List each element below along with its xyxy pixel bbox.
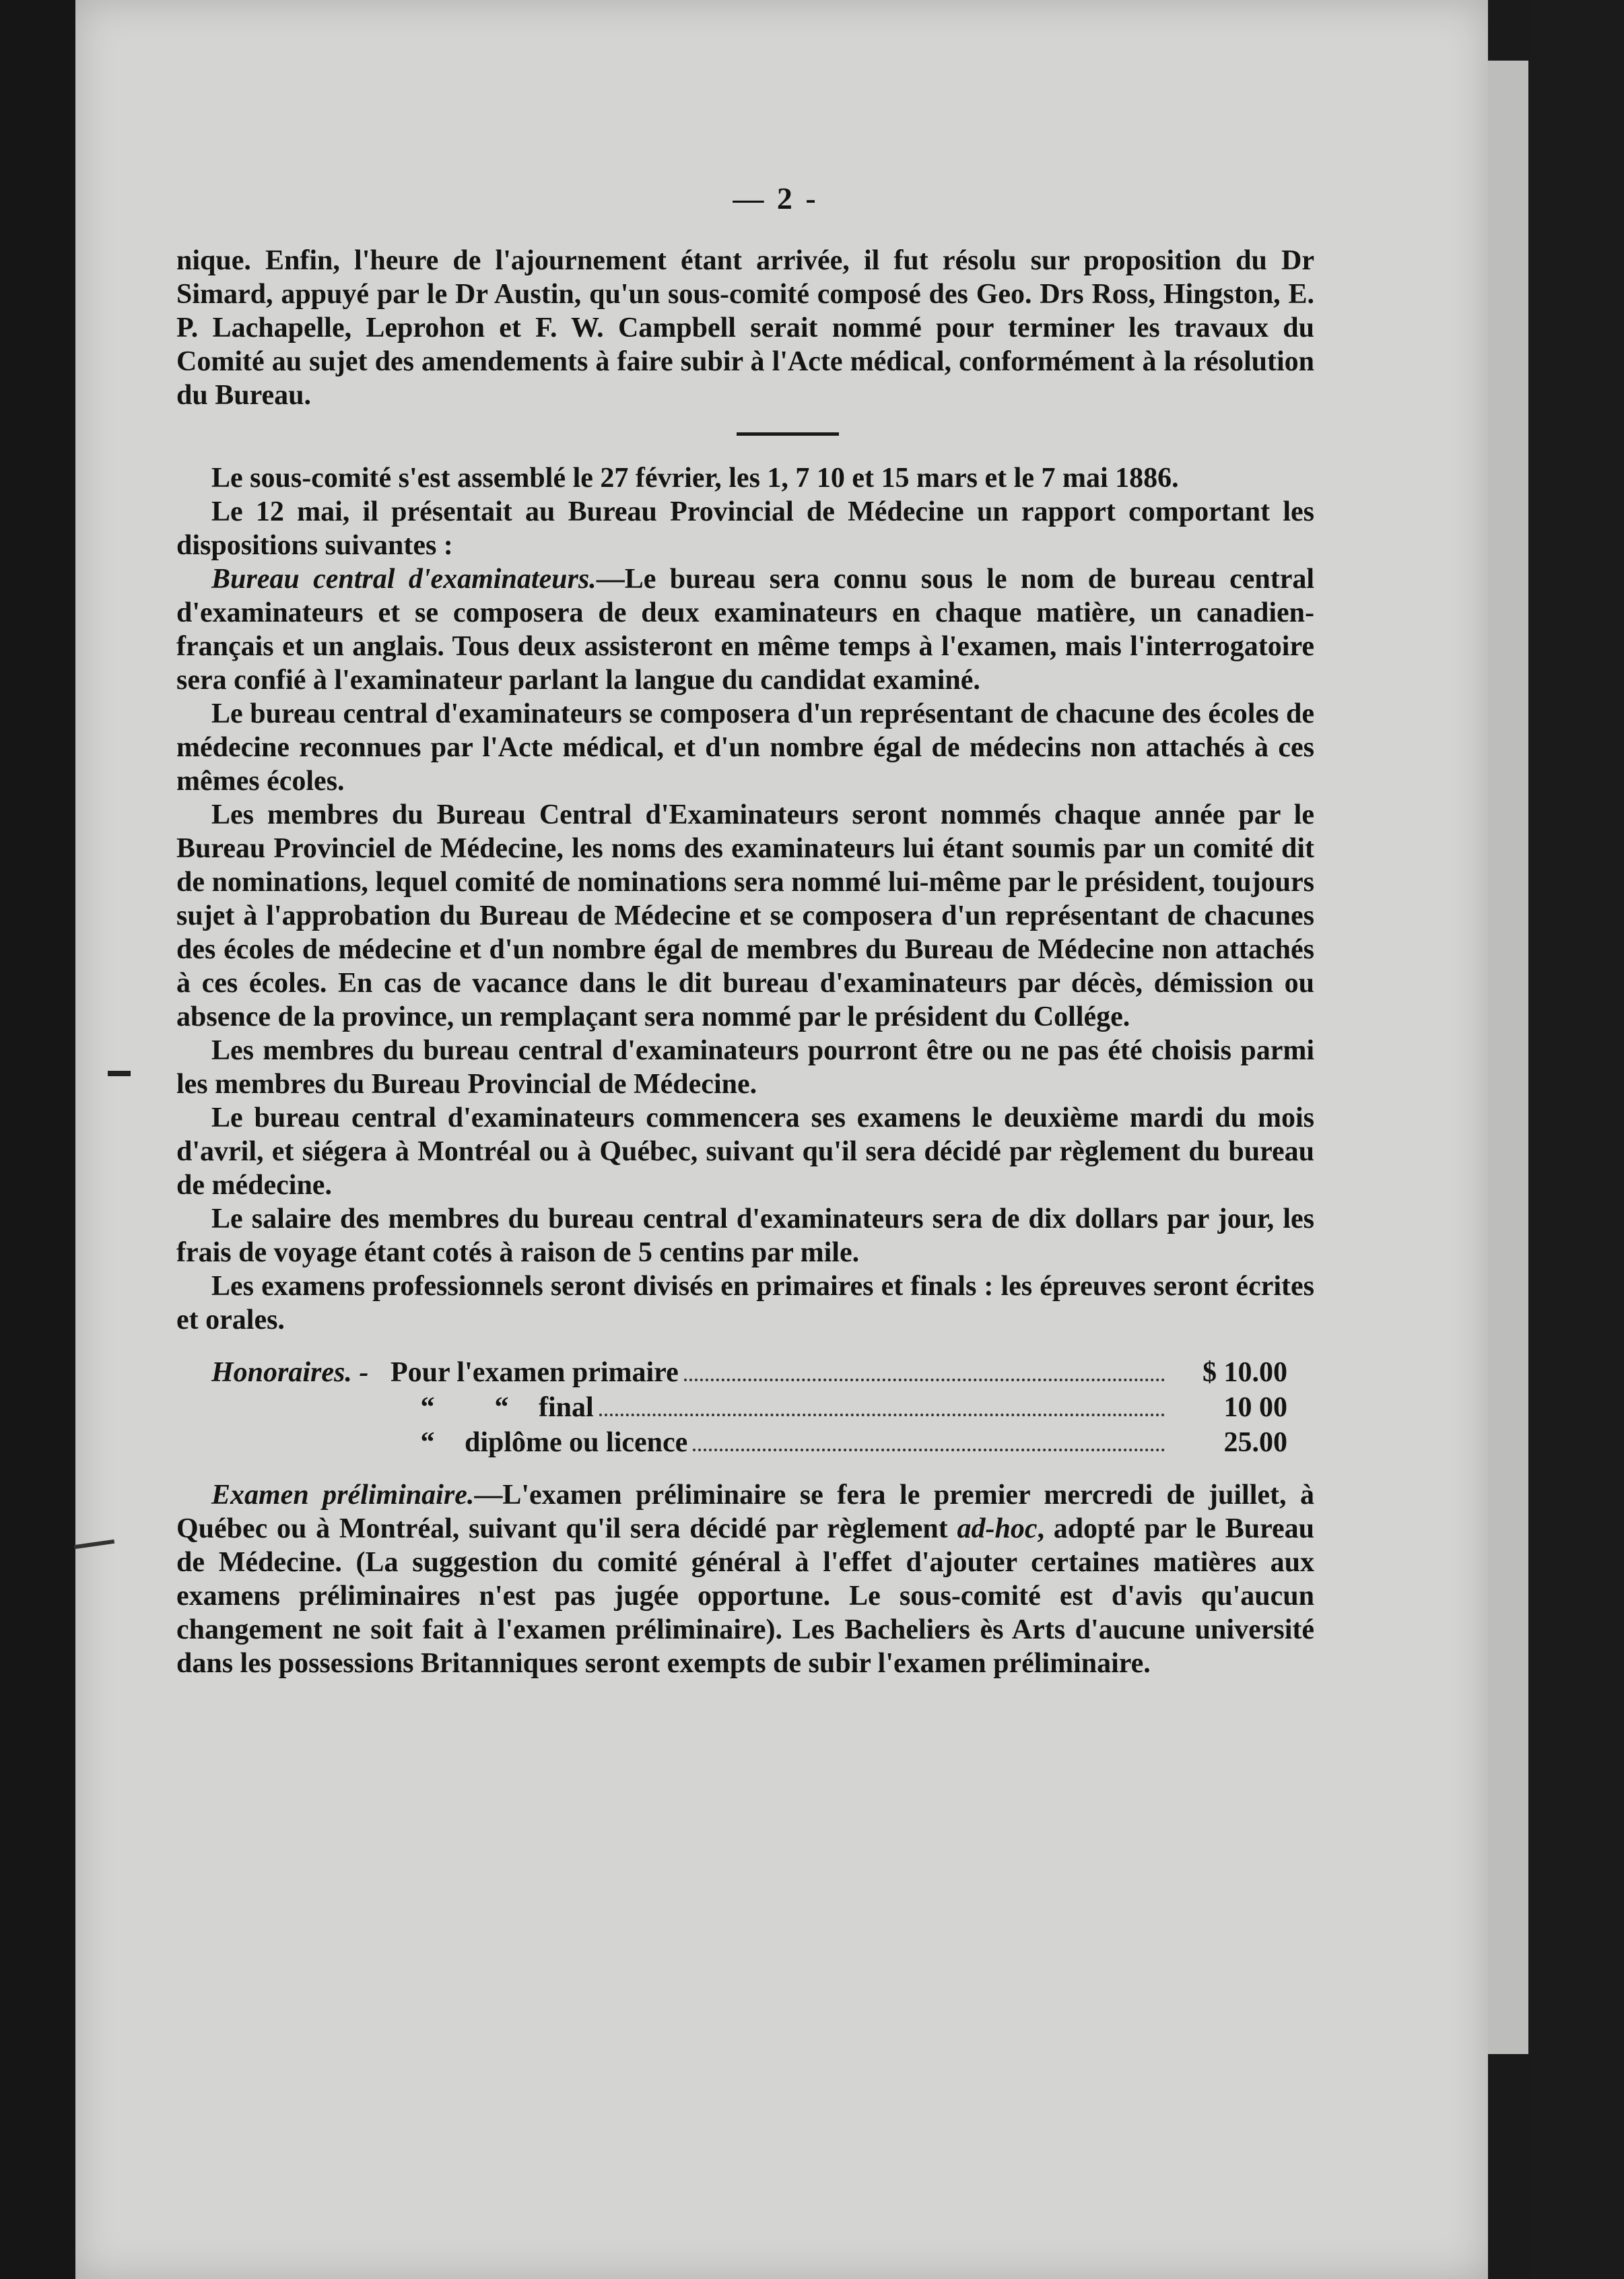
fee-amount: $ 10.00 [1203, 1357, 1287, 1388]
exam-adhoc: ad-hoc [957, 1513, 1038, 1544]
ditto-mark: “ [420, 1392, 435, 1423]
fee-amount: 10 00 [1223, 1392, 1287, 1423]
section-divider [737, 432, 839, 436]
exam-heading: Examen préliminaire. [211, 1480, 475, 1511]
scan-border-right [1530, 0, 1624, 2279]
dot-leader [599, 1414, 1165, 1416]
examen-preliminaire-paragraph [176, 1478, 1314, 1680]
paragraph: Le bureau central d'examinateurs se composera d'un représentant de chacune des écoles de médecine reconnues par l'Acte médical, et d'un nombre égal de médecins non attachés à ces mêmes écoles. [176, 698, 1314, 797]
paragraph: Le salaire des membres du bureau central d'examinateurs sera de dix dollars par jour, les frais de voyage étant cotés à raison de 5 centins par mile. [176, 1203, 1314, 1268]
paragraph: Le bureau central d'examinateurs commencera ses examens le deuxième mardi du mois d'avril, et siégera à Montréal ou à Québec, suivant qu'il sera décidé par règlement du bureau de médecine. [176, 1102, 1314, 1201]
dot-leader [693, 1449, 1165, 1451]
fees-table [176, 1356, 1287, 1461]
paragraph: Le 12 mai, il présentait au Bureau Provincial de Médecine un rapport comportant les dispositions suivantes : [176, 496, 1314, 561]
document-body [176, 182, 1314, 2101]
bureau-text: —Le bureau sera connu sous le nom de bureau central d'examinateurs et se composera de deux examinateurs en chaque matière, un canadien-français et un anglais. Tous deux assisteront en même temps à l'examen, mais l'interrogatoire sera confié à l'examinateur parlant la langue du candidat examiné. [176, 564, 1315, 696]
exam-text-2: , adopté par le Bureau de Médecine. (La suggestion du comité général à l'effet d'ajouter certaines matières aux examens préliminaires n'est pas jugée opportune. Le sous-comité est d'avis qu'aucun changement ne soit fait à l'examen préliminaire). Les Bacheliers ès Arts d'aucune université dans les possessions Britanniques seront exempts de subir l'examen préliminaire. [176, 1513, 1315, 1679]
fee-description: final [539, 1392, 594, 1423]
page-number: — 2 - [733, 181, 819, 216]
fees-label: Honoraires. - [211, 1357, 369, 1388]
paragraph: Les examens professionnels seront divisés en primaires et finals : les épreuves seront écrites et orales. [176, 1271, 1314, 1335]
fee-description: Pour l'examen primaire [391, 1357, 679, 1388]
dot-leader [684, 1379, 1165, 1381]
fee-description: diplôme ou licence [465, 1427, 688, 1458]
paragraph: Les membres du bureau central d'examinateurs pourront être ou ne pas été choisis parmi les membres du Bureau Provincial de Médecine. [176, 1035, 1314, 1100]
scan-border-left [0, 0, 75, 2279]
paragraph: Les membres du Bureau Central d'Examinateurs seront nommés chaque année par le Bureau Provinciel de Médecine, les noms des examinateurs lui étant soumis par un comité dit de nominations, lequel comité de nominations sera nommé lui-même par le président, toujours sujet à l'approbation du Bureau de Médecine et se composera d'un représentant de chacunes des écoles de médecine et d'un nombre égal de membres du Bureau de Médecine non attachés à ces écoles. En cas de vacance dans le dit bureau d'examinateurs par décès, démission ou absence de la province, un remplaçant sera nommé par le président du Collége. [176, 799, 1314, 1032]
fee-row [176, 1426, 1287, 1461]
opening-paragraph: nique. Enfin, l'heure de l'ajournement étant arrivée, il fut résolu sur proposition du Dr Simard, appuyé par le Dr Austin, qu'un sous-comité composé des Geo. Drs Ross, Hingston, E. P. Lachapelle, Leprohon et F. W. Campbell serait nommé pour terminer les travaux du Comité au sujet des amendements à faire subir à l'Acte médical, conformément à la résolution du Bureau. [176, 245, 1314, 411]
page-tear-mark [108, 1071, 131, 1076]
fee-row [176, 1356, 1287, 1391]
fee-row [176, 1391, 1287, 1426]
exam-text: —L'examen préliminaire se fera le premier mercredi de juillet, à Québec ou à Montréal, suivant qu'il sera décidé par règlement [176, 1480, 1314, 1544]
paragraph: Le sous-comité s'est assemblé le 27 février, les 1, 7 10 et 15 mars et le 7 mai 1886. [211, 463, 1179, 494]
ditto-mark: “ [420, 1427, 435, 1458]
bureau-heading: Bureau central d'examinateurs. [211, 564, 597, 595]
ditto-mark: “ [494, 1392, 509, 1423]
bureau-central-paragraph [176, 562, 1314, 697]
fee-amount: 25.00 [1223, 1427, 1287, 1458]
page-edge-strip [1488, 61, 1528, 2054]
